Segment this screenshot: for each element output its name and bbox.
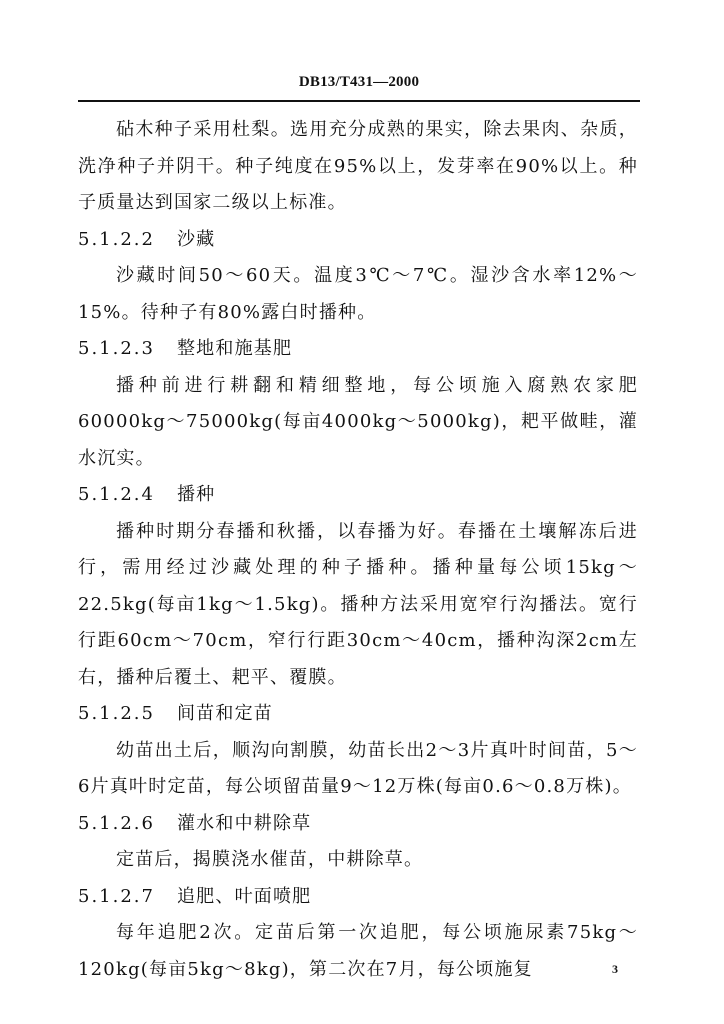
section-title: 播种 <box>176 484 216 505</box>
section-heading-5-1-2-7 <box>78 879 638 916</box>
section-title: 间苗和定苗 <box>176 703 273 724</box>
header-rule <box>78 100 640 102</box>
document-body <box>78 112 638 988</box>
paragraph-sand-storage: 沙藏时间50～60天。温度3℃～7℃。湿沙含水率12%～15%。待种子有80%露白时播种。 <box>78 265 638 323</box>
section-title: 追肥、叶面喷肥 <box>176 885 312 907</box>
section-number: 5.1.2.3 <box>78 338 155 359</box>
paragraph-irrigation: 定苗后，揭膜浇水催苗，中耕除草。 <box>116 849 424 870</box>
page-number: 3 <box>612 962 618 976</box>
section-number: 5.1.2.6 <box>78 812 155 834</box>
section-title: 沙藏 <box>176 228 216 250</box>
section-heading-5-1-2-4 <box>78 477 638 514</box>
paragraph-fertilizing: 每年追肥2次。定苗后第一次追肥，每公顷施尿素75kg～120kg(每亩5kg～8kg)，第二次在7月，每公顷施复 <box>78 922 638 980</box>
section-number: 5.1.2.7 <box>78 885 155 907</box>
section-title: 整地和施基肥 <box>176 338 293 359</box>
section-number: 5.1.2.4 <box>78 484 155 505</box>
document-header-id: DB13/T431—2000 <box>298 74 420 90</box>
paragraph-sowing: 播种时期分春播和秋播，以春播为好。春播在土壤解冻后进行，需用经过沙藏处理的种子播种。播种量每公顷15kg～22.5kg(每亩1kg～1.5kg)。播种方法采用宽窄行沟播法。宽行行距60cm～70cm，窄行行距30cm～40cm，播种沟深2cm左右，播种后覆土、耙平、覆膜。 <box>78 520 638 688</box>
section-heading-5-1-2-5 <box>78 696 638 733</box>
paragraph-rootstock-seed: 砧木种子采用杜梨。选用充分成熟的果实，除去果肉、杂质，洗净种子并阴干。种子纯度在95%以上，发芽率在90%以上。种子质量达到国家二级以上标准。 <box>78 119 638 213</box>
section-heading-5-1-2-3 <box>78 331 638 368</box>
paragraph-land-preparation: 播种前进行耕翻和精细整地，每公顷施入腐熟农家肥60000kg～75000kg(每亩4000kg～5000kg)，耙平做畦，灌水沉实。 <box>78 374 638 469</box>
section-number: 5.1.2.2 <box>78 228 155 250</box>
section-heading-5-1-2-2 <box>78 222 638 259</box>
section-title: 灌水和中耕除草 <box>176 812 312 834</box>
section-heading-5-1-2-6 <box>78 806 638 843</box>
paragraph-thinning: 幼苗出土后，顺沟向割膜，幼苗长出2～3片真叶时间苗，5～6片真叶时定苗，每公顷留苗量9～12万株(每亩0.6～0.8万株)。 <box>78 739 638 797</box>
section-number: 5.1.2.5 <box>78 703 155 724</box>
